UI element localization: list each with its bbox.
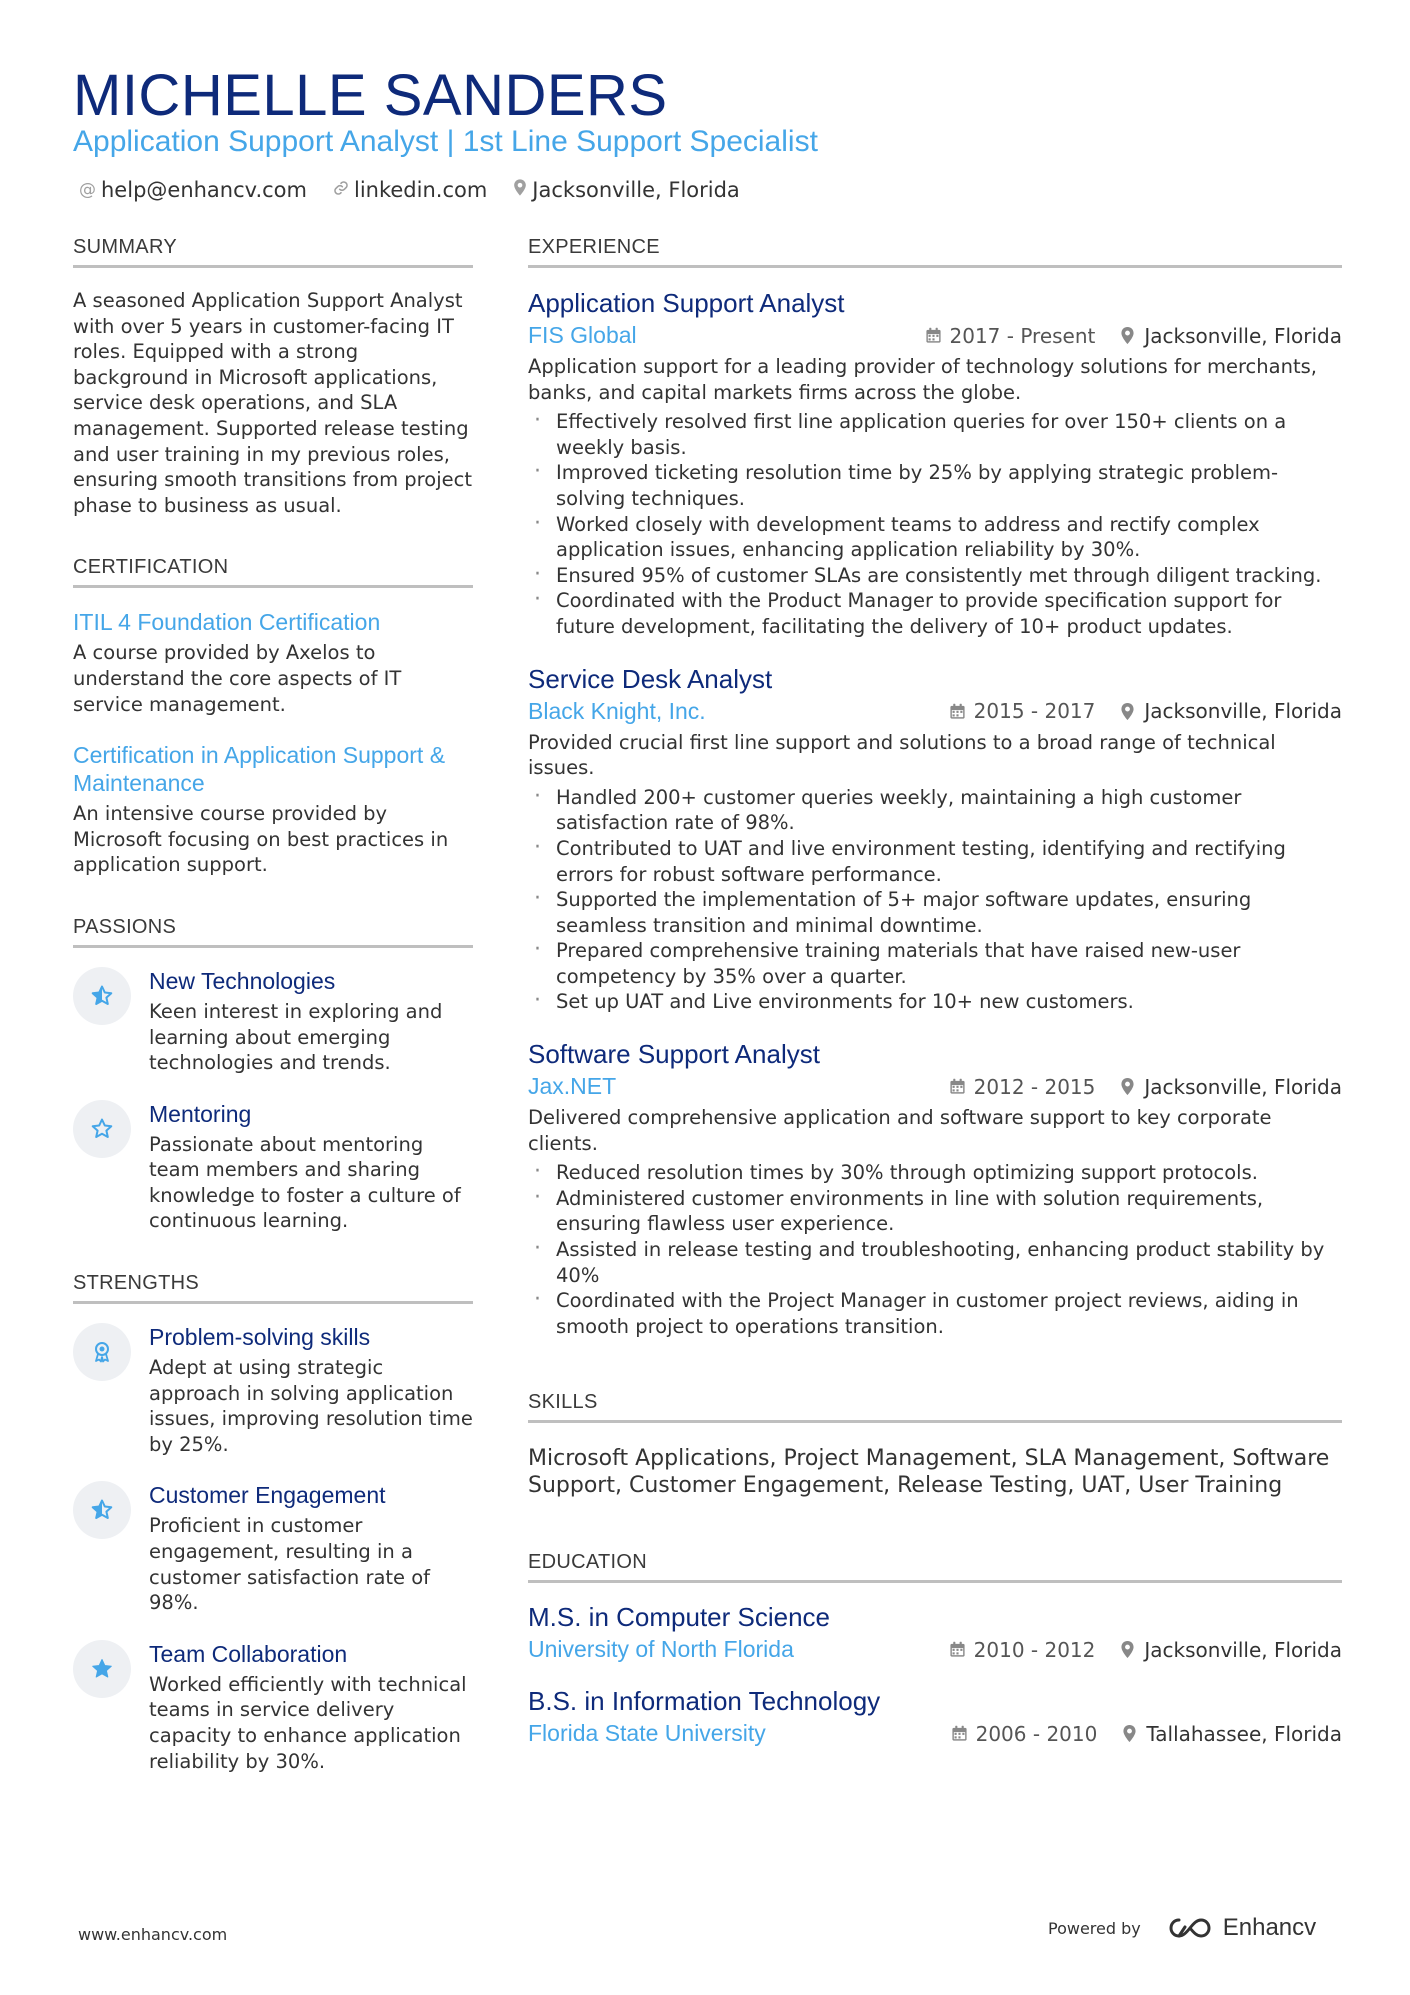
bullet-item: · Ensured 95% of customer SLAs are consistently met through diligent tracking.	[528, 563, 1342, 589]
job-description: Provided crucial first line support and solutions to a broad range of technical issues.	[528, 730, 1276, 780]
passions-section	[73, 916, 473, 1234]
calendar-icon	[951, 1725, 968, 1742]
job-bullets	[528, 1160, 1342, 1339]
bullet-item: · Supported the implementation of 5+ major software updates, ensuring seamless transition and minimal downtime.	[528, 887, 1342, 938]
summary-text: A seasoned Application Support Analyst with over 5 years in customer-facing IT roles. Equipped with a strong background in Microsoft applications, service desk operations, and SLA management. Supported release testing and user training in my previous roles, ensuring smooth transitions from project phase to business as usual.	[73, 289, 472, 517]
bullet-item: · Coordinated with the Project Manager in customer project reviews, aiding in smooth project to operations transition.	[528, 1288, 1342, 1339]
left-column	[73, 236, 473, 1774]
degree-title: B.S. in Information Technology	[528, 1686, 881, 1717]
strength-title: Team Collaboration	[149, 1640, 348, 1667]
link-icon	[333, 180, 349, 201]
right-column	[528, 236, 1342, 1747]
brand-name: Enhancv	[1222, 1914, 1317, 1941]
certification-description: An intensive course provided by Microsoft focusing on best practices in application support.	[73, 802, 449, 877]
passion-item	[73, 1100, 473, 1234]
powered-by-text: Powered by	[1048, 1918, 1141, 1938]
bullet-item: · Coordinated with the Product Manager to provide specification support for future development, facilitating the delivery of 10+ product updates.	[528, 588, 1342, 639]
job-dates: 2015 - 2017	[973, 699, 1096, 724]
education-heading: EDUCATION	[528, 1551, 1342, 1583]
education-section	[528, 1551, 1342, 1747]
experience-heading: EXPERIENCE	[528, 236, 1342, 268]
footer-branding	[1048, 1914, 1316, 1942]
education-dates: 2010 - 2012	[973, 1637, 1096, 1662]
bullet-item: · Handled 200+ customer queries weekly, maintaining a high customer satisfaction rate of 98%.	[528, 785, 1342, 836]
map-pin-icon	[1119, 327, 1136, 344]
contact-location	[513, 178, 740, 202]
company-name: Black Knight, Inc.	[528, 697, 706, 724]
passion-title: New Technologies	[149, 967, 336, 994]
certification-name: ITIL 4 Foundation Certification	[73, 609, 381, 636]
bullet-item: · Set up UAT and Live environments for 10+ new customers.	[528, 989, 1342, 1015]
education-location: Jacksonville, Florida	[1144, 1637, 1342, 1662]
contact-bar	[79, 178, 766, 202]
strength-item	[73, 1323, 473, 1457]
strength-item	[73, 1640, 473, 1774]
calendar-icon	[949, 703, 966, 720]
star-filled-icon	[73, 1640, 131, 1698]
bullet-item: · Prepared comprehensive training materials that have raised new-user competency by 35% over a quarter.	[528, 938, 1342, 989]
candidate-headline: Application Support Analyst | 1st Line Support Specialist	[73, 125, 818, 158]
job-description: Application support for a leading provider of technology solutions for merchants, banks, and capital markets firms across the globe.	[528, 355, 1317, 404]
bullet-item: · Effectively resolved first line application queries for over 150+ clients on a weekly basis.	[528, 409, 1342, 460]
footer-website[interactable]: www.enhancv.com	[78, 1925, 228, 1944]
company-name: Jax.NET	[528, 1073, 617, 1100]
school-name: Florida State University	[528, 1720, 766, 1747]
skills-heading: SKILLS	[528, 1391, 1342, 1423]
job-location: Jacksonville, Florida	[1144, 1074, 1342, 1099]
job-title: Application Support Analyst	[528, 288, 845, 318]
job-dates: 2012 - 2015	[973, 1074, 1096, 1099]
certification-item	[73, 608, 473, 717]
job-dates: 2017 - Present	[949, 323, 1096, 348]
map-pin-icon	[1119, 1641, 1136, 1658]
certification-heading: CERTIFICATION	[73, 556, 473, 588]
strength-title: Problem-solving skills	[149, 1324, 371, 1351]
star-half-icon	[73, 967, 131, 1025]
job-bullets	[528, 785, 1342, 1015]
email-text: help@enhancv.com	[101, 178, 307, 202]
at-icon: @	[79, 180, 96, 200]
brand-logo[interactable]	[1167, 1914, 1316, 1942]
star-outline-icon	[73, 1100, 131, 1158]
contact-linkedin[interactable]	[333, 178, 487, 202]
bullet-item: · Administered customer environments in line with solution requirements, ensuring flawless user experience.	[528, 1186, 1342, 1237]
strength-description: Worked efficiently with technical teams in service delivery capacity to enhance application reliability by 30%.	[149, 1672, 467, 1773]
job-bullets	[528, 409, 1342, 639]
school-name: University of North Florida	[528, 1636, 794, 1663]
calendar-icon	[949, 1641, 966, 1658]
degree-title: M.S. in Computer Science	[528, 1602, 831, 1633]
passion-description: Passionate about mentoring team members and sharing knowledge to foster a culture of continuous learning.	[149, 1132, 461, 1233]
education-location: Tallahassee, Florida	[1146, 1721, 1342, 1746]
map-pin-icon	[1121, 1725, 1138, 1742]
certification-item	[73, 741, 473, 878]
strength-title: Customer Engagement	[149, 1482, 386, 1509]
passion-item	[73, 967, 473, 1076]
bullet-item: · Assisted in release testing and troubleshooting, enhancing product stability by 40%	[528, 1237, 1342, 1288]
education-dates: 2006 - 2010	[975, 1721, 1098, 1746]
location-text: Jacksonville, Florida	[532, 178, 740, 202]
bullet-item: · Contributed to UAT and live environment testing, identifying and rectifying errors for robust software performance.	[528, 836, 1342, 887]
map-pin-icon	[1119, 1078, 1136, 1095]
bullet-item: · Improved ticketing resolution time by 25% by applying strategic problem-solving techniques.	[528, 460, 1342, 511]
summary-section	[73, 236, 473, 518]
job-entry	[528, 663, 1342, 1016]
passion-title: Mentoring	[149, 1100, 252, 1127]
job-location: Jacksonville, Florida	[1144, 323, 1342, 348]
summary-heading: SUMMARY	[73, 236, 473, 268]
linkedin-text: linkedin.com	[353, 178, 488, 202]
job-entry	[528, 1038, 1342, 1339]
strength-description: Adept at using strategic approach in solving application issues, improving resolution time by 25%.	[149, 1356, 473, 1456]
certification-name: Certification in Application Support & Maintenance	[73, 742, 446, 797]
job-title: Software Support Analyst	[528, 1039, 820, 1070]
education-entry	[528, 1601, 1342, 1663]
calendar-icon	[949, 1078, 966, 1095]
job-location: Jacksonville, Florida	[1144, 699, 1342, 724]
award-icon	[73, 1323, 131, 1381]
strengths-heading: STRENGTHS	[73, 1272, 473, 1304]
star-half-icon	[73, 1481, 131, 1539]
passions-heading: PASSIONS	[73, 916, 473, 948]
company-name: FIS Global	[528, 322, 637, 348]
job-title: Service Desk Analyst	[528, 663, 773, 694]
contact-email[interactable]	[79, 178, 307, 202]
skills-list: Microsoft Applications, Project Management, SLA Management, Software Support, Customer Engagement, Release Testing, UAT, User Training	[528, 1446, 1330, 1499]
certification-description: A course provided by Axelos to understand the core aspects of IT service management.	[73, 641, 402, 716]
strength-item	[73, 1481, 473, 1615]
certification-section	[73, 556, 473, 878]
bullet-item: · Reduced resolution times by 30% through optimizing support protocols.	[528, 1160, 1342, 1186]
passion-description: Keen interest in exploring and learning about emerging technologies and trends.	[149, 999, 443, 1075]
candidate-name: MICHELLE SANDERS	[73, 63, 668, 128]
experience-section	[528, 236, 1342, 1339]
enhancv-logo-icon	[1167, 1915, 1213, 1941]
job-entry	[528, 287, 1342, 640]
calendar-icon	[925, 327, 942, 344]
strength-description: Proficient in customer engagement, resulting in a customer satisfaction rate of 98%.	[149, 1514, 431, 1615]
skills-section	[528, 1391, 1342, 1499]
strengths-section	[73, 1272, 473, 1774]
map-pin-icon	[513, 179, 527, 201]
job-description: Delivered comprehensive application and software support to key corporate clients.	[528, 1106, 1272, 1155]
bullet-item: · Worked closely with development teams to address and rectify complex application issues, enhancing application reliability by 30%.	[528, 512, 1342, 563]
education-entry	[528, 1685, 1342, 1747]
map-pin-icon	[1119, 703, 1136, 720]
